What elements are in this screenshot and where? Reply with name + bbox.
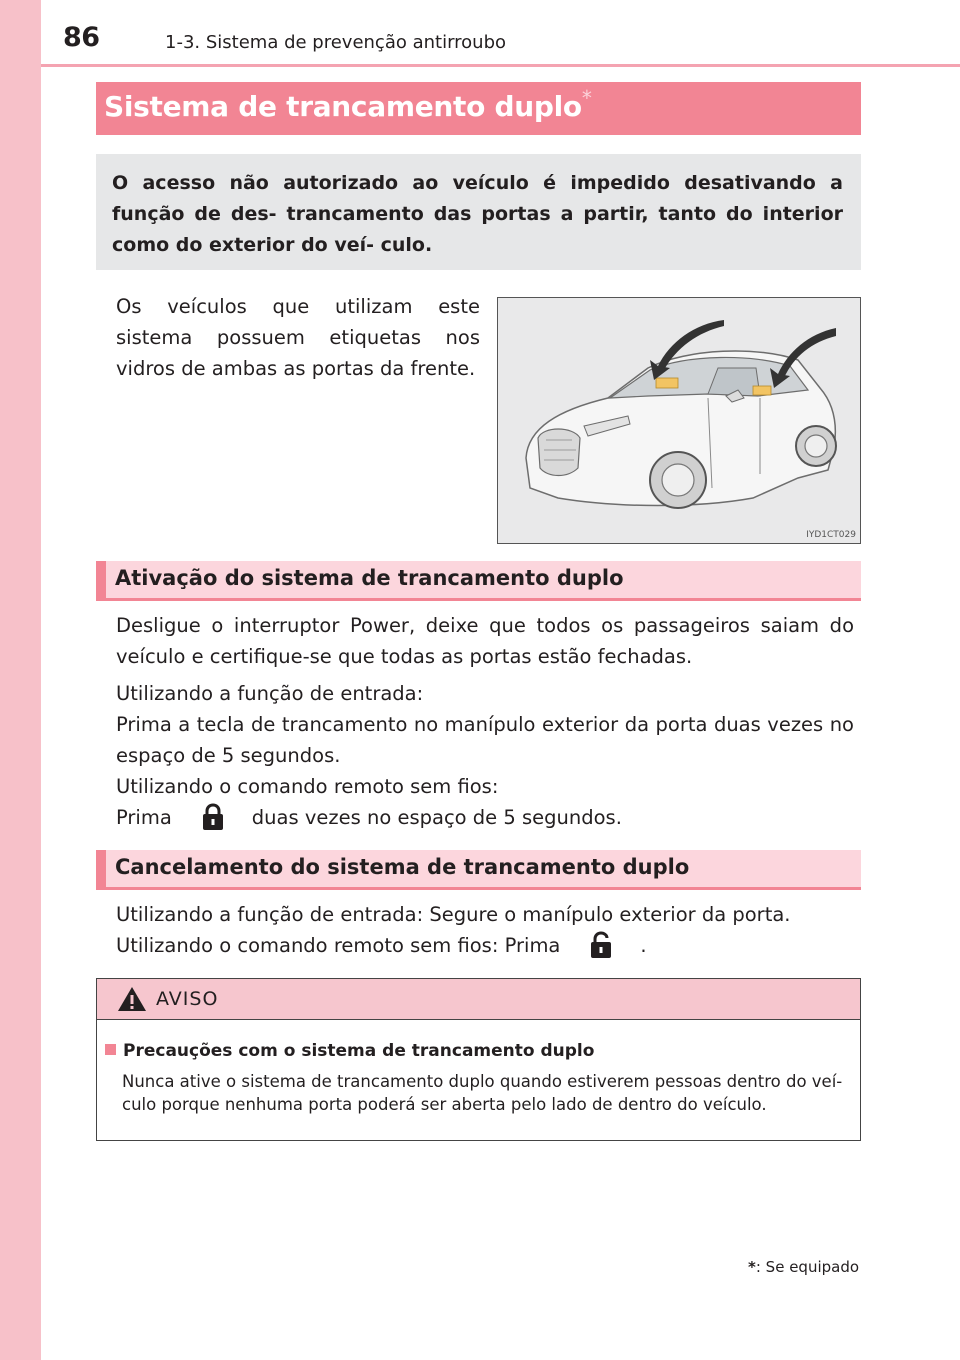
cancel-remote-line xyxy=(116,930,854,961)
lock-open-icon xyxy=(586,930,616,960)
chapter-title: 1-3. Sistema de prevenção antirroubo xyxy=(165,32,507,53)
section-title: Sistema de trancamento duplo xyxy=(104,90,582,123)
activation-entry-text: Prima a tecla de trancamento no manípulo exterior da porta duas vezes no espaço de 5 segundos. xyxy=(116,713,854,767)
warning-triangle-icon xyxy=(116,985,148,1013)
lock-closed-icon xyxy=(198,802,228,832)
warning-title-text: Precauções com o sistema de trancamento duplo xyxy=(123,1041,595,1061)
equipped-marker: * xyxy=(581,86,592,110)
footnote xyxy=(748,1258,859,1276)
labels-paragraph: Os veículos que utilizam este sistema possuem etiquetas nos vidros de ambas as portas da frente. xyxy=(116,295,480,380)
square-bullet-icon xyxy=(105,1044,116,1055)
header-rule xyxy=(41,64,960,67)
side-color-strip xyxy=(0,0,41,1360)
activation-remote-label: Utilizando o comando remoto sem fios: xyxy=(116,775,499,798)
car-drawing xyxy=(498,298,859,542)
warning-header xyxy=(97,979,860,1020)
activation-heading: Ativação do sistema de trancamento duplo xyxy=(96,561,861,601)
intro-summary: O acesso não autorizado ao veículo é impedido desativando a função de des- trancamento das portas a partir, tanto do interior como do exterior do veí- culo. xyxy=(96,154,861,270)
figure-code: IYD1CT029 xyxy=(806,530,856,540)
activation-remote-suffix: duas vezes no espaço de 5 segundos. xyxy=(251,806,622,829)
cancel-remote-suffix: . xyxy=(640,934,647,957)
section-title-banner xyxy=(96,82,861,135)
warning-label: AVISO xyxy=(156,988,219,1010)
warning-text: Nunca ative o sistema de trancamento duplo quando estiverem pessoas dentro do veí- culo porque nenhuma porta poderá ser aberta pelo lado de dentro do veículo. xyxy=(122,1072,843,1114)
page-number: 86 xyxy=(63,22,100,53)
footnote-marker: * xyxy=(748,1258,756,1276)
footnote-text: : Se equipado xyxy=(755,1258,860,1276)
cancel-entry-text: Utilizando a função de entrada: Segure o manípulo exterior da porta. xyxy=(116,903,791,926)
warning-title xyxy=(105,1041,594,1061)
activation-entry-label: Utilizando a função de entrada: xyxy=(116,682,424,705)
activation-remote-line xyxy=(116,802,854,833)
warning-box xyxy=(96,978,861,1141)
activation-step1: Desligue o interruptor Power, deixe que todos os passageiros saiam do veículo e certifique-se que todas as portas estão fechadas. xyxy=(116,614,854,668)
cancel-remote-prefix: Utilizando o comando remoto sem fios: Prima xyxy=(116,934,561,957)
cancel-heading: Cancelamento do sistema de trancamento duplo xyxy=(96,850,861,890)
car-illustration xyxy=(497,297,861,544)
activation-remote-prefix: Prima xyxy=(116,806,172,829)
